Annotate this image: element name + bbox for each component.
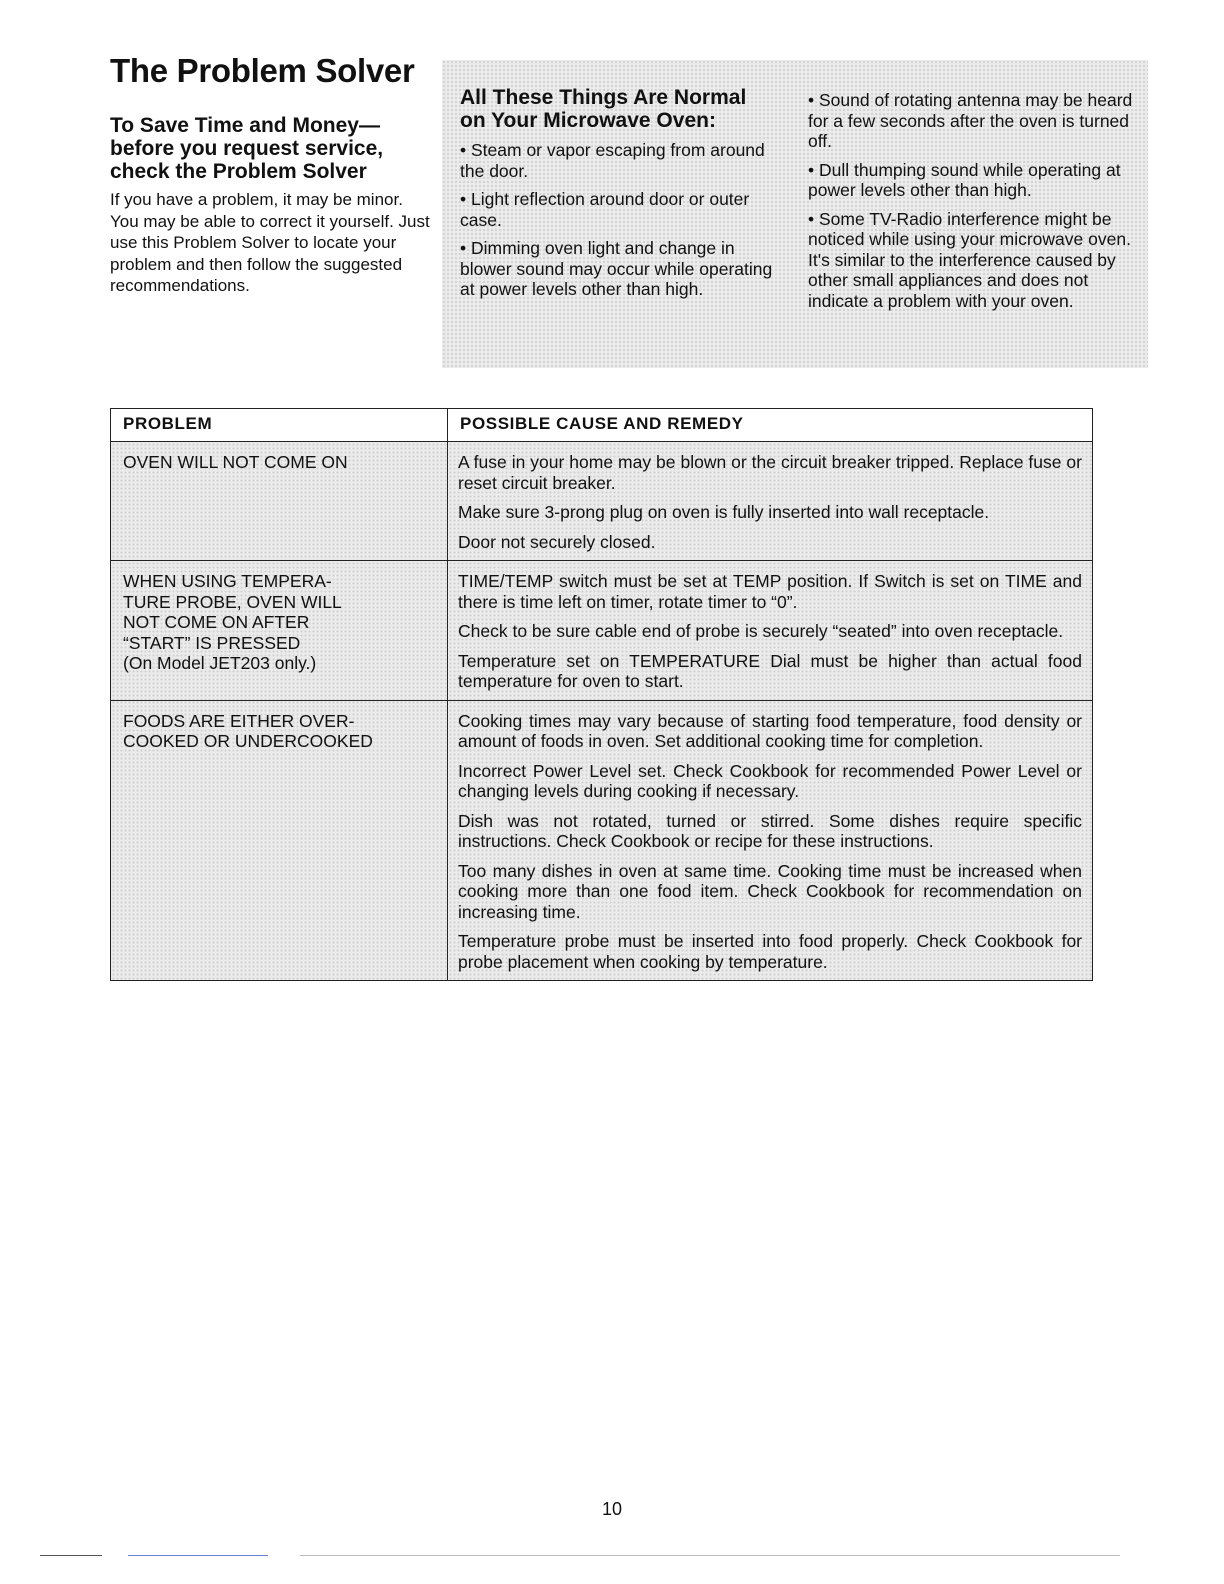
normal-things-column-left: [460, 86, 790, 308]
cause-item: Incorrect Power Level set. Check Cookbook for recommended Power Level or changing levels during cooking if necessary.: [458, 760, 1082, 801]
problem-cell: [111, 700, 448, 981]
normal-things-heading-line: on Your Microwave Oven:: [460, 109, 716, 132]
normal-item: • Light reflection around door or outer case.: [460, 189, 790, 230]
intro-section: [110, 114, 430, 297]
intro-body: If you have a problem, it may be minor. You may be able to correct it yourself. Just use this Problem Solver to locate your problem and then follow the suggested recommendations.: [110, 190, 430, 295]
intro-heading-line: To Save Time and Money—: [110, 114, 380, 137]
normal-item: • Dull thumping sound while operating at power levels other than high.: [808, 160, 1138, 201]
cause-item: Temperature set on TEMPERATURE Dial must be higher than actual food temperature for oven to start.: [458, 650, 1082, 691]
intro-heading-line: check the Problem Solver: [110, 160, 367, 183]
cause-item: Door not securely closed.: [458, 531, 656, 552]
problem-line: FOODS ARE EITHER OVER-: [123, 710, 355, 731]
problem-line: NOT COME ON AFTER: [123, 612, 310, 632]
intro-heading: [110, 114, 430, 183]
table-row: [111, 442, 1093, 561]
problem-cell: [111, 442, 448, 561]
table-row: [111, 561, 1093, 701]
normal-things-heading: [460, 86, 790, 132]
problem-line: COOKED OR UNDERCOOKED: [123, 731, 373, 751]
intro-heading-line: before you request service,: [110, 137, 384, 160]
problem-solver-table: [110, 408, 1093, 981]
cause-item: A fuse in your home may be blown or the circuit breaker tripped. Replace fuse or reset circuit breaker.: [458, 452, 1082, 493]
footer-rule-accent: [128, 1555, 268, 1556]
normal-things-panel: [442, 60, 1148, 368]
table-header-row: [111, 409, 1093, 442]
cause-item: Temperature probe must be inserted into food properly. Check Cookbook for probe placement when cooking by temperature.: [458, 931, 1082, 972]
cause-item: Check to be sure cable end of probe is securely “seated” into oven receptacle.: [458, 621, 1064, 641]
problem-line: OVEN WILL NOT COME ON: [123, 452, 348, 472]
cause-cell: [448, 700, 1093, 981]
normal-item: • Some TV-Radio interference might be noticed while using your microwave oven. It's similar to the interference caused by other small appliances and does not indicate a problem with your oven.: [808, 209, 1138, 312]
cause-cell: [448, 561, 1093, 701]
column-header-cause-remedy: POSSIBLE CAUSE AND REMEDY: [448, 409, 1093, 442]
cause-item: Too many dishes in oven at same time. Cooking time must be increased when cooking more than one food item. Check Cookbook for recommendation on increasing time.: [458, 860, 1082, 922]
normal-things-column-right: [808, 90, 1138, 319]
footer-rule-left: [40, 1555, 102, 1556]
cause-cell: [448, 442, 1093, 561]
column-header-problem: PROBLEM: [111, 409, 448, 442]
page-title: The Problem Solver: [110, 52, 415, 89]
normal-item: • Dimming oven light and change in blower sound may occur while operating at power levels other than high.: [460, 238, 790, 300]
cause-item: TIME/TEMP switch must be set at TEMP position. If Switch is set on TIME and there is time left on timer, rotate timer to “0”.: [458, 571, 1082, 612]
cause-item: Cooking times may vary because of starting food temperature, food density or amount of foods in oven. Set additional cooking time for completion.: [458, 710, 1082, 751]
page-number: 10: [601, 1499, 623, 1519]
table-row: [111, 700, 1093, 981]
normal-item: • Steam or vapor escaping from around the door.: [460, 140, 790, 181]
normal-things-heading-line: All These Things Are Normal: [460, 86, 747, 109]
problem-cell: [111, 561, 448, 701]
problem-line: (On Model JET203 only.): [123, 653, 317, 673]
problem-line: WHEN USING TEMPERA-: [123, 571, 332, 591]
footer-rule-right: [300, 1555, 1120, 1556]
cause-item: Dish was not rotated, turned or stirred. Some dishes require specific instructions. Check Cookbook or recipe for these instructions.: [458, 810, 1082, 851]
problem-line: “START” IS PRESSED: [123, 632, 301, 653]
problem-line: TURE PROBE, OVEN WILL: [123, 591, 342, 612]
normal-item: • Sound of rotating antenna may be heard for a few seconds after the oven is turned off.: [808, 90, 1138, 152]
cause-item: Make sure 3-prong plug on oven is fully inserted into wall receptacle.: [458, 502, 990, 522]
